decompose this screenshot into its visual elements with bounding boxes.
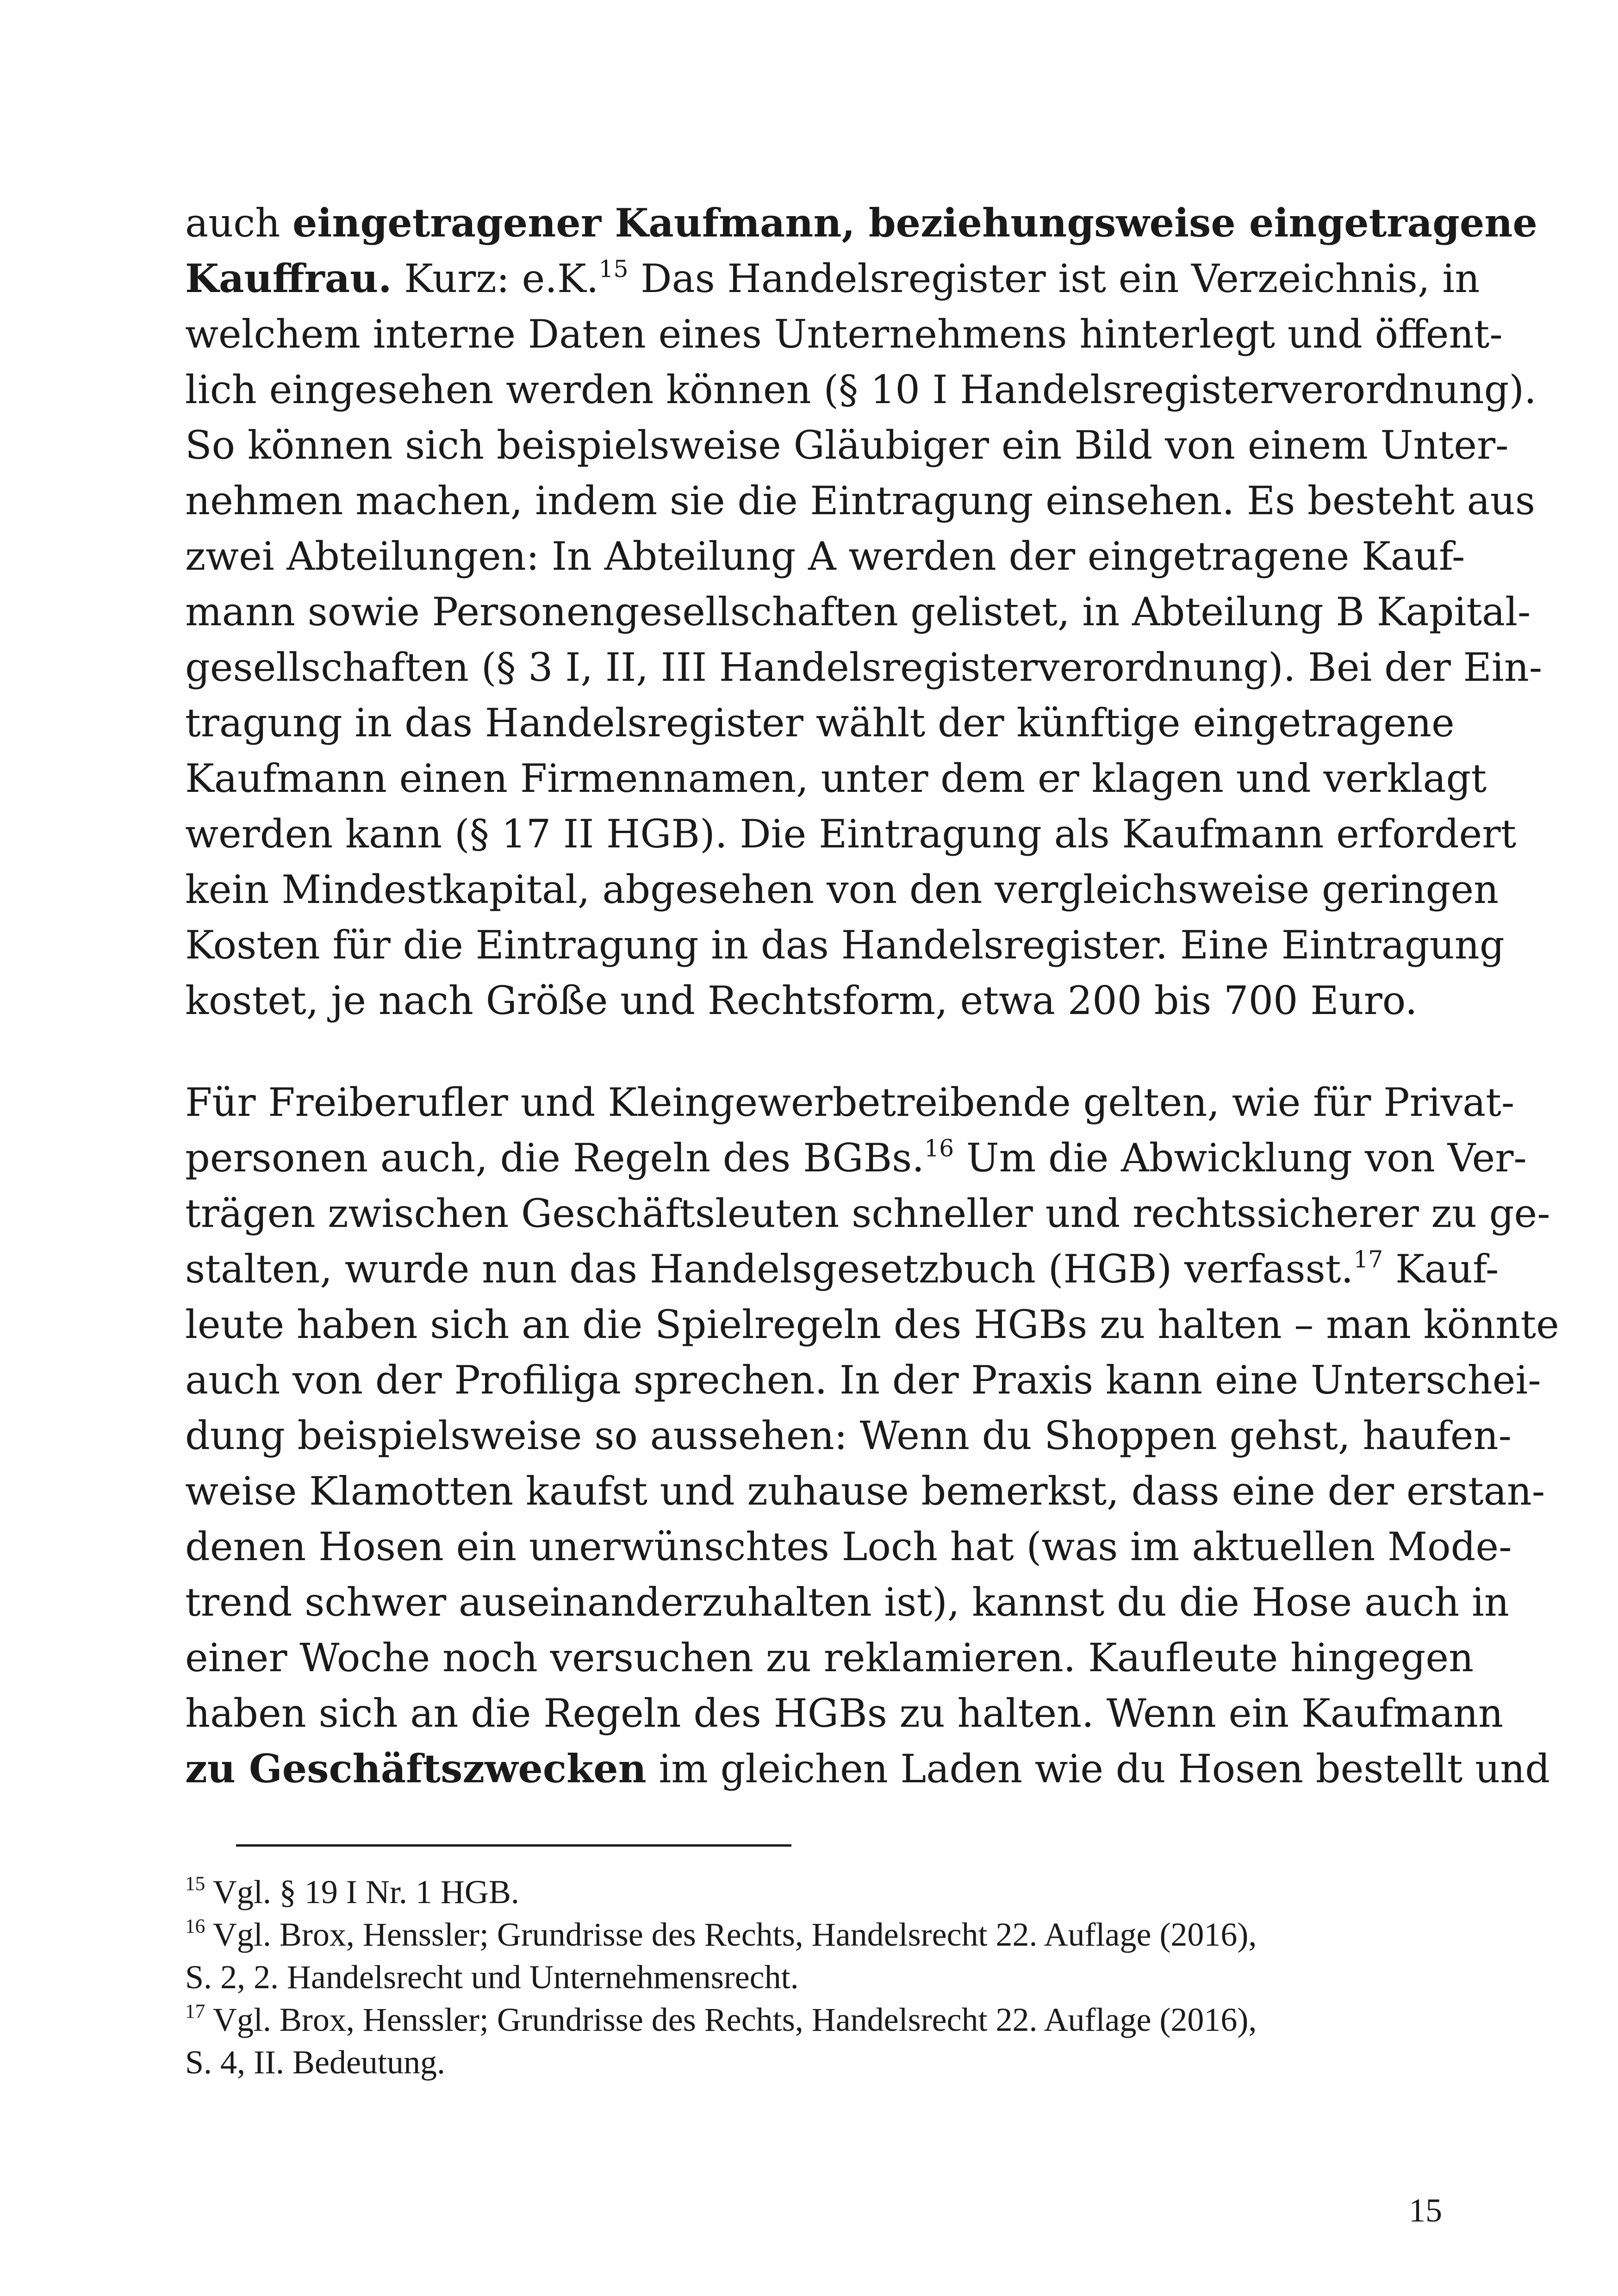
- bold-term: eingetragener Kaufmann, beziehungsweise eingetragene: [292, 200, 1537, 246]
- bold-term: Kauffrau.: [185, 255, 392, 301]
- text-line: haben sich an die Regeln des HGBs zu halten. Wenn ein Kaufmann: [185, 1691, 1504, 1736]
- text-line: denen Hosen ein unerwünschtes Loch hat (was im aktuellen Mode-: [185, 1524, 1512, 1569]
- text-line: Kaufmann einen Firmennamen, unter dem er klagen und verklagt: [185, 756, 1487, 801]
- text-line: trägen zwischen Geschäftsleuten schneller und rechtssicherer zu ge-: [185, 1191, 1550, 1236]
- page-number: 15: [1409, 2192, 1442, 2229]
- text-line: kostet, je nach Größe und Rechtsform, etwa 200 bis 700 Euro.: [185, 978, 1418, 1023]
- text-line: trend schwer auseinanderzuhalten ist), kannst du die Hose auch in: [185, 1580, 1509, 1625]
- footnote: $^{17}$ Vgl. Brox, Henssler; Grundrisse des Rechts, Handelsrecht 22. Auflage (2016),: [185, 2000, 1257, 2038]
- text-line: gesellschaften (§ 3 I, II, III Handelsregisterverordnung). Bei der Ein-: [185, 645, 1543, 690]
- bold-term: zu Geschäftszwecken: [185, 1746, 647, 1792]
- text-line: dung beispielsweise so aussehen: Wenn du Shoppen gehst, haufen-: [185, 1413, 1512, 1458]
- text-line: So können sich beispielsweise Gläubiger ein Bild von einem Unter-: [185, 423, 1509, 468]
- body-paragraph-2: [185, 1075, 1559, 1797]
- footnotes: [185, 1871, 1435, 2084]
- body-paragraph-1: [185, 195, 1543, 1028]
- text-line: Für Freiberufler und Kleingewerbetreibende gelten, wie für Privat-: [185, 1080, 1515, 1125]
- footnote-number: 15: [185, 1873, 205, 1895]
- footnote-ref: 17: [1353, 1245, 1383, 1273]
- text-line: einer Woche noch versuchen zu reklamieren. Kaufleute hingegen: [185, 1635, 1474, 1680]
- footnote-number: 16: [185, 1915, 205, 1937]
- text-line: auch von der Profiliga sprechen. In der Praxis kann eine Unterschei-: [185, 1357, 1541, 1403]
- footnote: $^{15}$ Vgl. § 19 I Nr. 1 HGB.: [185, 1873, 519, 1910]
- footnote-ref: 16: [924, 1134, 954, 1162]
- text-line: auch eingetragener Kaufmann, beziehungsweise eingetragene: [185, 200, 1537, 246]
- text-line: weise Klamotten kaufst und zuhause bemerkst, dass eine der erstan-: [185, 1468, 1545, 1514]
- text-line: lich eingesehen werden können (§ 10 I Handelsregisterverordnung).: [185, 367, 1537, 412]
- text-line: zwei Abteilungen: In Abteilung A werden der eingetragene Kauf-: [185, 534, 1465, 579]
- footnote-continuation: S. 2, 2. Handelsrecht und Unternehmensrecht.: [185, 1959, 799, 1996]
- text-line: kein Mindestkapital, abgesehen von den vergleichsweise geringen: [185, 867, 1499, 912]
- text-line: zu Geschäftszwecken im gleichen Laden wie du Hosen bestellt und: [185, 1746, 1550, 1792]
- text-line: stalten, wurde nun das Handelsgesetzbuch (HGB) verfasst.$^{17}$ Kauf-: [185, 1245, 1499, 1292]
- text-line: mann sowie Personengesellschaften gelistet, in Abteilung B Kapital-: [185, 589, 1531, 635]
- text-line: werden kann (§ 17 II HGB). Die Eintragung als Kaufmann erfordert: [185, 811, 1517, 857]
- footnote-continuation: S. 4, II. Bedeutung.: [185, 2044, 445, 2081]
- text-line: Kosten für die Eintragung in das Handelsregister. Eine Eintragung: [185, 922, 1505, 968]
- text-line: leute haben sich an die Spielregeln des HGBs zu halten – man könnte: [185, 1302, 1559, 1347]
- footnote-separator: [236, 1844, 791, 1847]
- text-line: nehmen machen, indem sie die Eintragung einsehen. Es besteht aus: [185, 478, 1535, 523]
- text-line: personen auch, die Regeln des BGBs.$^{16}$ Um die Abwicklung von Ver-: [185, 1134, 1527, 1181]
- footnote-ref: 15: [598, 255, 629, 283]
- footnote-number: 17: [185, 2000, 205, 2022]
- text-line: welchem interne Daten eines Unternehmens hinterlegt und öffent-: [185, 311, 1503, 357]
- footnote: $^{16}$ Vgl. Brox, Henssler; Grundrisse des Rechts, Handelsrecht 22. Auflage (2016),: [185, 1915, 1257, 1953]
- text-line: tragung in das Handelsregister wählt der künftige eingetragene: [185, 700, 1455, 746]
- text-line: Kauffrau. Kurz: e.K.$^{15}$ Das Handelsregister ist ein Verzeichnis, in: [185, 255, 1480, 301]
